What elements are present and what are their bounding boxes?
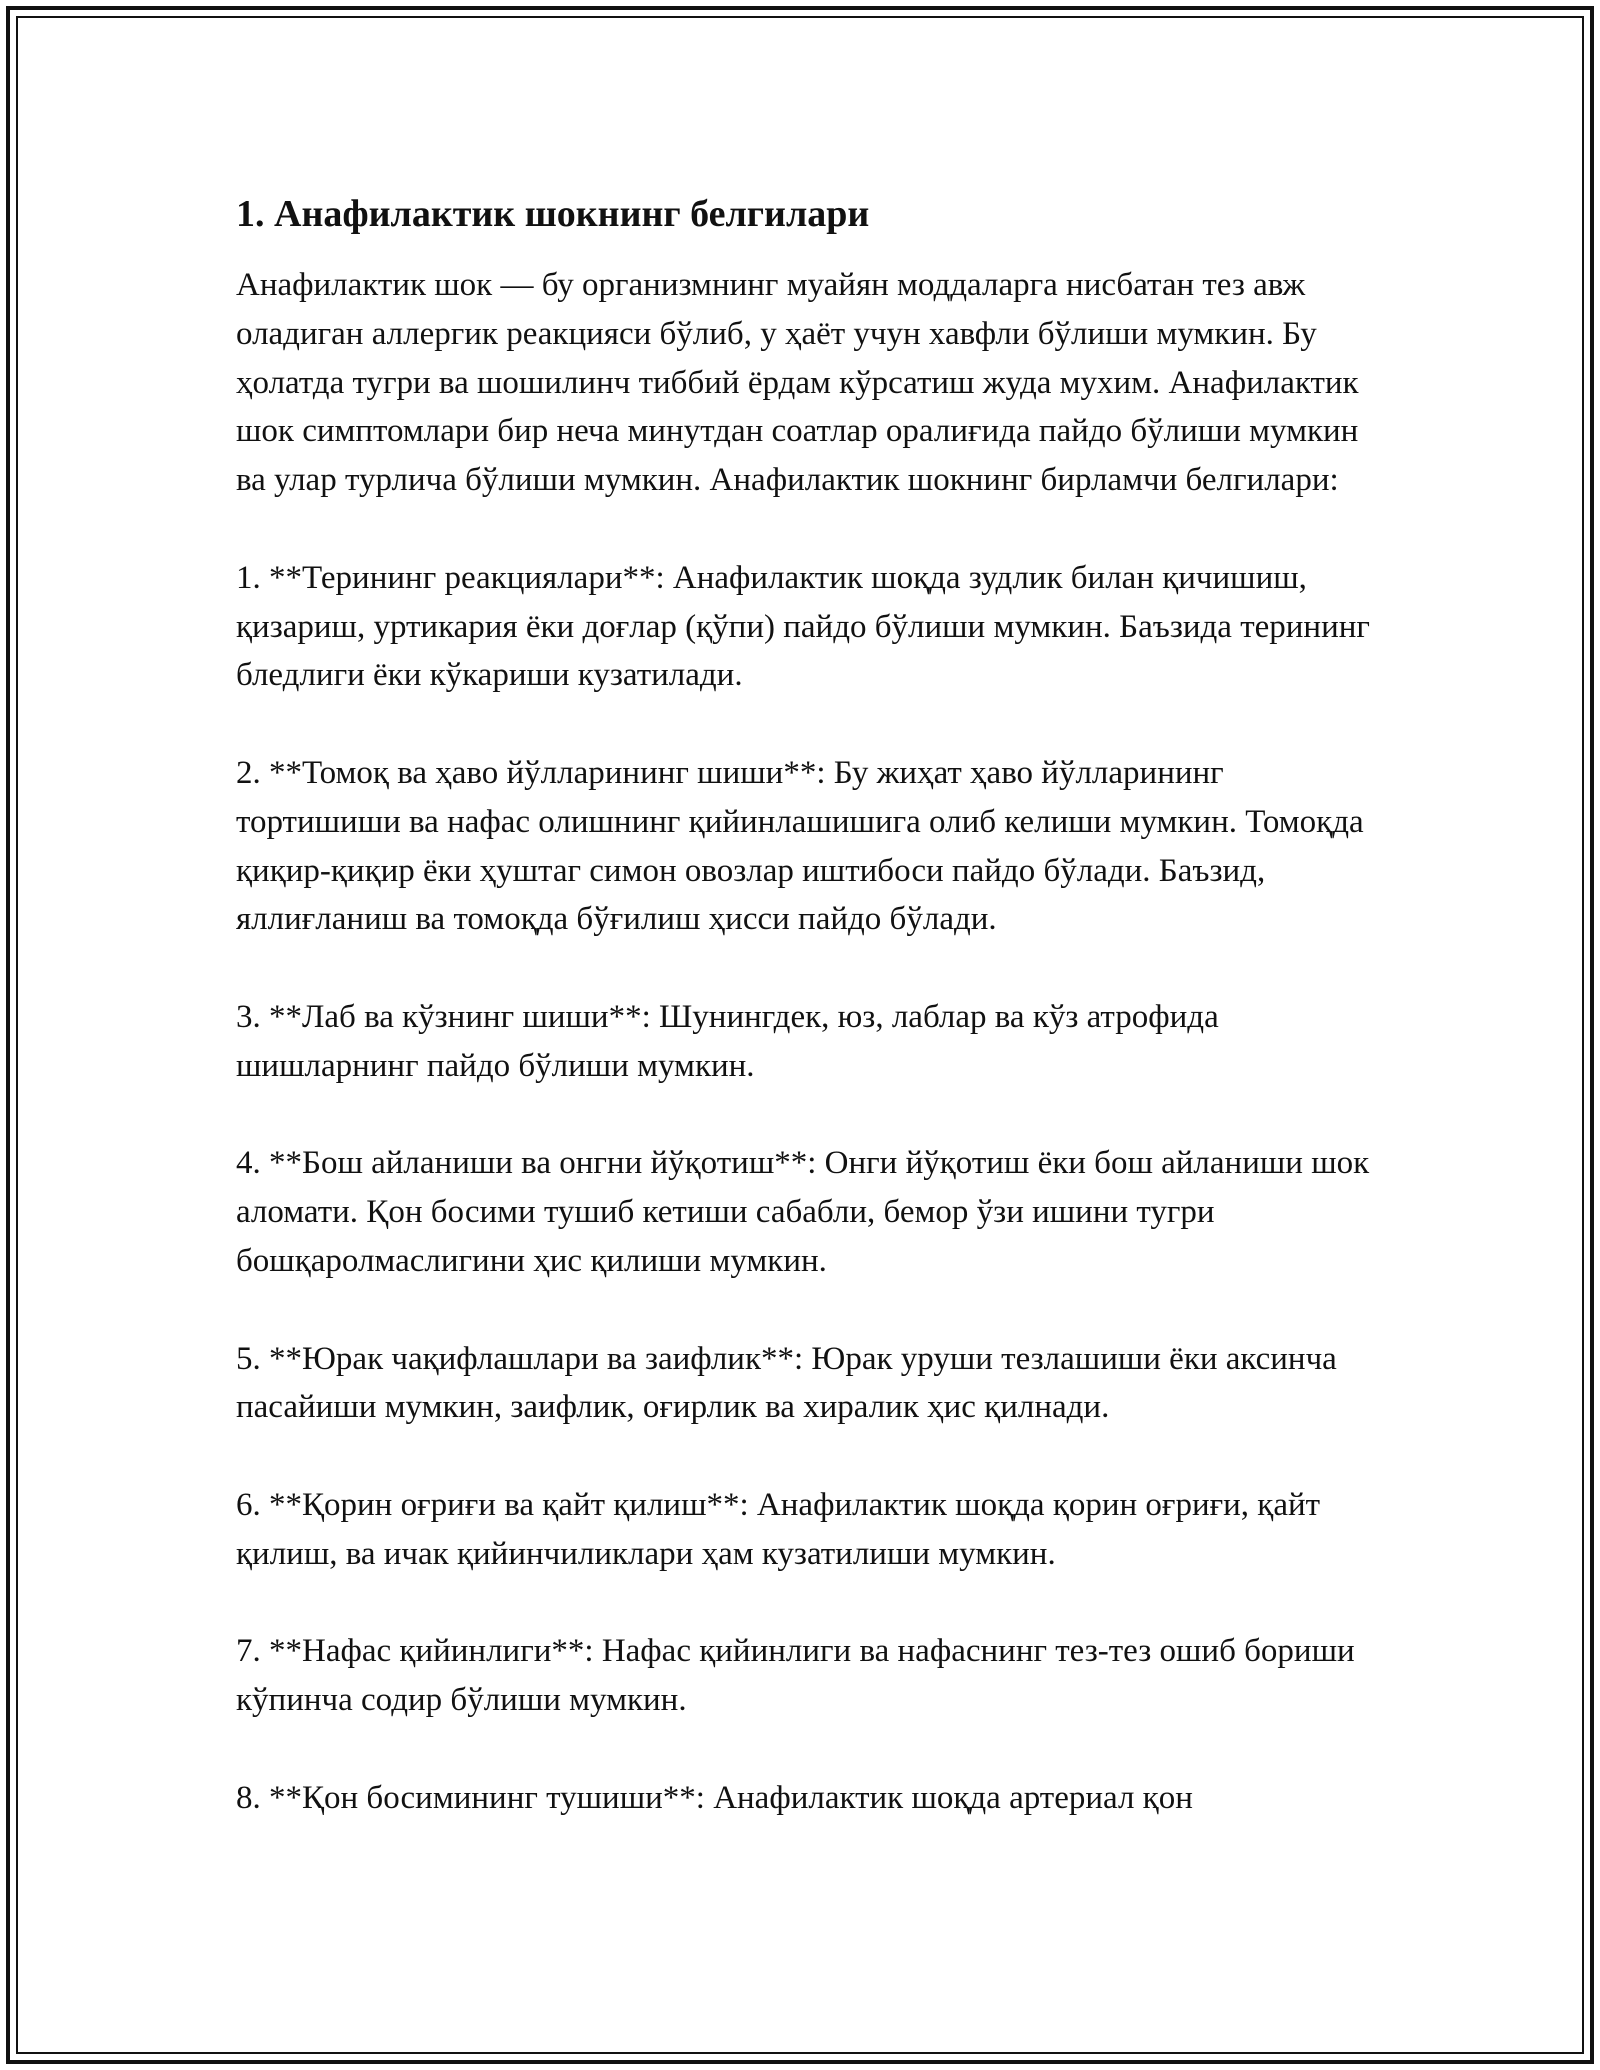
document-body [236,188,1396,1871]
symptom-item-4: 4. **Бош айланиши ва онгни йўқотиш**: Онги йўқотиш ёки бош айланиши шок аломати. Қон босими тушиб кетиши сабабли, бемор ўзи ишини тугри бошқаролмаслигини ҳис қилиши мумкин. [236,1145,1370,1279]
intro-paragraph: Анафилактик шок — бу организмнинг муайян моддаларга нисбатан тез авж оладиган аллергик реакцияси бўлиб, у ҳаёт учун хавфли бўлиши мумкин. Бу ҳолатда тугри ва шошилинч тиббий ёрдам кўрсатиш жуда мухим. Анафилактик шок симптомлари бир неча минутдан соатлар оралиғида пайдо бўлиши мумкин ва улар турлича бўлиши мумкин. Анафилактик шокнинг бирламчи белгилари: [236,267,1359,499]
symptom-item-3: 3. **Лаб ва кўзнинг шиши**: Шунингдек, юз, лаблар ва кўз атрофида шишларнинг пайдо бўлиши мумкин. [236,998,1219,1084]
symptom-item-6: 6. **Қорин оғриғи ва қайт қилиш**: Анафилактик шоқда қорин оғриғи, қайт қилиш, ва ичак қийинчиликлари ҳам кузатилиши мумкин. [236,1486,1321,1572]
section-heading: 1. Анафилактик шокнинг белгилари [236,193,870,235]
symptom-item-5: 5. **Юрак чақифлашлари ва заифлик**: Юрак уруши тезлашиши ёки аксинча пасайиши мумкин, заифлик, оғирлик ва хиралик ҳис қилнади. [236,1340,1337,1426]
symptom-item-2: 2. **Томоқ ва ҳаво йўлларининг шиши**: Бу жиҳат ҳаво йўлларининг тортишиши ва нафас олишнинг қийинлашишига олиб келиши мумкин. Томоқда қиқир-қиқир ёки ҳуштаг симон овозлар иштибоси пайдо бўлади. Баъзид, яллиғланиш ва томоқда бўғилиш ҳисси пайдо бўлади. [236,754,1364,938]
symptom-item-1: 1. **Терининг реакциялари**: Анафилактик шоқда зудлик билан қичишиш, қизариш, уртикария ёки доғлар (қўпи) пайдо бўлиши мумкин. Баъзида терининг бледлиги ёки кўкариши кузатилади. [236,559,1370,694]
symptom-item-7: 7. **Нафас қийинлиги**: Нафас қийинлиги ва нафаснинг тез-тез ошиб бориши кўпинча содир бўлиши мумкин. [236,1633,1355,1719]
symptom-item-8: 8. **Қон босимининг тушиши**: Анафилактик шоқда артериал қон [236,1779,1193,1816]
